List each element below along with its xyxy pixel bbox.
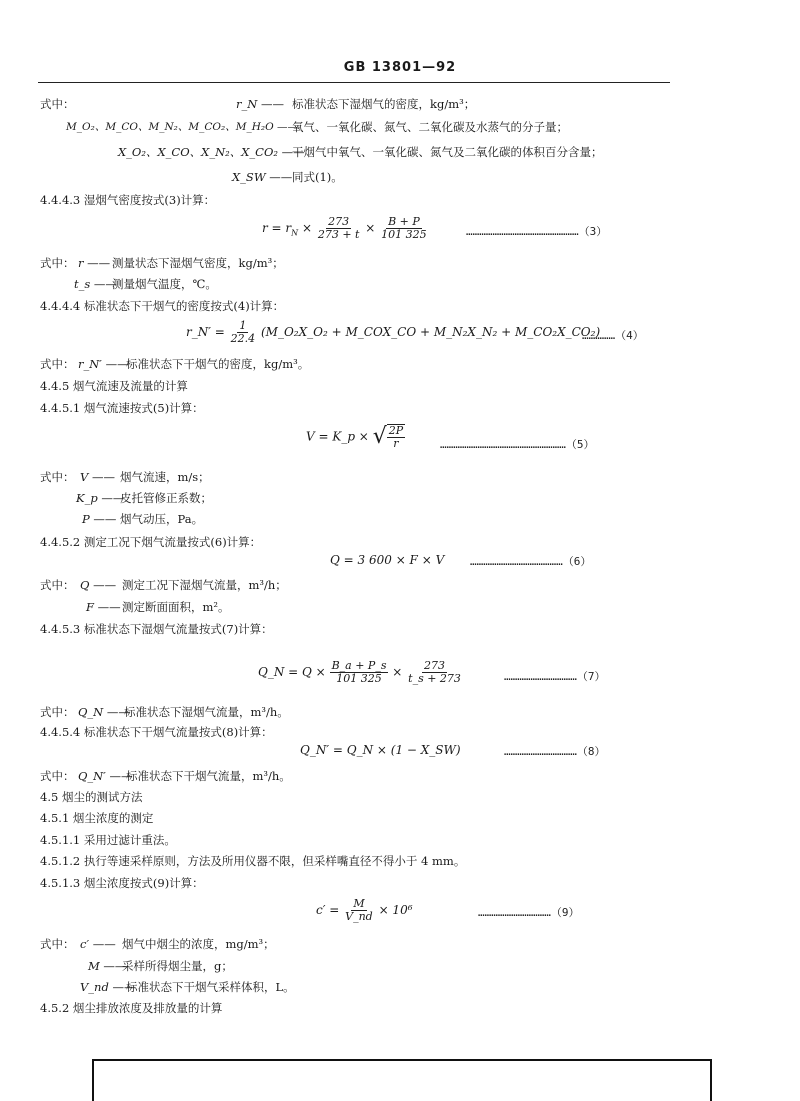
section-heading: 4.4.5.4 标准状态下干烟气流量按式(8)计算： — [40, 725, 273, 739]
section-heading: 4.4.4.4 标准状态下干烟气的密度按式(4)计算： — [40, 299, 285, 313]
header-rule — [38, 82, 670, 83]
def-symbol: Q_N′ —— — [78, 769, 133, 783]
def-text: 标准状态下湿烟气的密度，kg/m³； — [292, 97, 476, 111]
def-text: 测定工况下湿烟气流量，m³/h； — [122, 578, 287, 592]
frac-num: 1 — [239, 319, 247, 332]
label-shizhong: 式中： — [40, 357, 75, 371]
def-symbol: Q_N —— — [78, 705, 130, 719]
equation-number: ……………（4） — [582, 329, 644, 342]
equation-4 — [186, 320, 600, 345]
eq-lhs: V = K_p × — [306, 429, 369, 444]
def-text: 采样所得烟尘量，g； — [122, 959, 233, 973]
equation-number: ……………………………………………（3） — [466, 225, 608, 238]
equation-7: Q_N = Q × $\frac{B\_a + P\_s}{101 325}$ × $\frac{273}{t\_s + 273}$ — [258, 659, 461, 685]
def-symbol: X_SW —— — [232, 170, 293, 184]
def-symbol: r_N′ —— — [78, 357, 129, 371]
section-heading: 4.5 烟尘的测试方法 — [40, 790, 143, 804]
section-heading: 4.4.5.3 标准状态下湿烟气流量按式(7)计算： — [40, 622, 273, 636]
def-text: 测量状态下湿烟气密度，kg/m³； — [112, 256, 284, 270]
eq-lhs: Q_N = Q × — [258, 665, 326, 679]
label-shizhong: 式中： — [40, 578, 75, 592]
def-text: 氧气、一氧化碳、氮气、二氧化碳及水蒸气的分子量； — [292, 120, 568, 134]
frac-num: 2P — [388, 424, 404, 437]
equation-8: Q_N′ = Q_N × (1 − X_SW) — [300, 743, 461, 757]
section-heading: 4.4.5.1 烟气流速按式(5)计算： — [40, 401, 204, 415]
label-shizhong: 式中： — [40, 470, 75, 484]
frac-den: 101 325 — [381, 228, 427, 241]
eq-rhs: × 10⁶ — [378, 903, 413, 917]
equation-number: ……………………………………（6） — [470, 555, 592, 568]
eq-rhs: (M_O₂X_O₂ + M_COX_CO + M_N₂X_N₂ + M_CO₂X_CO₂) — [261, 325, 601, 339]
def-symbol: F —— — [86, 600, 121, 614]
section-heading: 4.5.1 烟尘浓度的测定 — [40, 811, 154, 825]
def-text: 干烟气中氧气、一氧化碳、氮气及二氧化碳的体积百分含量； — [292, 145, 603, 159]
def-text: 测定断面面积，m²。 — [122, 600, 230, 614]
frac-num: 273 — [328, 215, 350, 228]
def-symbol: M_O₂、M_CO、M_N₂、M_CO₂、M_H₂O —— — [66, 121, 299, 133]
def-symbol: X_O₂、X_CO、X_N₂、X_CO₂ —— — [118, 145, 305, 159]
section-heading: 4.5.1.3 烟尘浓度按式(9)计算： — [40, 876, 204, 890]
standard-header: GB 13801—92 — [343, 60, 457, 75]
equation-5 — [306, 424, 405, 450]
def-text: 烟气中烟尘的浓度，mg/m³； — [122, 937, 275, 951]
frac-num: B_a + P_s — [331, 659, 387, 672]
equation-number: ……………………………（8） — [504, 745, 606, 758]
equation-6: Q = 3 600 × F × V — [330, 553, 445, 567]
def-symbol: r_N —— — [236, 97, 284, 111]
frac-den: V_nd — [345, 910, 373, 923]
frac-den: t_s + 273 — [408, 672, 461, 685]
def-symbol: V_nd —— — [80, 980, 136, 994]
def-symbol: r —— — [78, 256, 111, 270]
def-text: 皮托管修正系数； — [120, 491, 212, 505]
def-symbol: K_p —— — [76, 491, 125, 505]
label-shizhong: 式中： — [40, 705, 75, 719]
section-heading: 4.5.1.1 采用过滤计重法。 — [40, 833, 176, 847]
section-heading: 4.4.5.2 测定工况下烟气流量按式(6)计算： — [40, 535, 262, 549]
def-symbol: Q —— — [80, 578, 117, 592]
def-text: 标准状态下湿烟气流量，m³/h。 — [124, 705, 289, 719]
def-text: 烟气动压，Pa。 — [120, 512, 204, 526]
bottom-frame — [92, 1059, 712, 1101]
def-symbol: P —— — [82, 512, 117, 526]
section-heading: 4.4.4.3 湿烟气密度按式(3)计算： — [40, 193, 216, 207]
def-symbol: t_s —— — [74, 277, 117, 291]
frac-den: 273 + t — [317, 228, 360, 241]
section-heading: 4.5.1.2 执行等速采样原则，方法及所用仪器不限，但采样嘴直径不得小于 4 mm。 — [40, 854, 466, 868]
def-text: 同式(1)。 — [292, 170, 343, 184]
def-symbol: c′ —— — [80, 937, 116, 951]
equation-number: ……………………………（9） — [478, 906, 580, 919]
def-symbol: V —— — [80, 470, 115, 484]
equation-9 — [316, 898, 413, 923]
frac-den: 22.4 — [230, 332, 256, 345]
eq-lhs: r_N′ = — [186, 325, 225, 339]
def-text: 烟气流速，m/s； — [120, 470, 210, 484]
section-heading: 4.5.2 烟尘排放浓度及排放量的计算 — [40, 1001, 223, 1015]
frac-den: 101 325 — [336, 672, 382, 685]
def-text: 标准状态下干烟气的密度，kg/m³。 — [126, 357, 310, 371]
equation-3: $r = r_N$ × $\frac{273}{273 + t}$ × $\frac{B + P}{101 325}$ — [262, 215, 427, 241]
frac-num: 273 — [424, 659, 446, 672]
frac-den: r — [393, 437, 399, 450]
label-shizhong: 式中： — [40, 937, 75, 951]
def-text: 标准状态下干烟气流量，m³/h。 — [126, 769, 291, 783]
section-heading: 4.4.5 烟气流速及流量的计算 — [40, 379, 188, 393]
label-shizhong: 式中： — [40, 97, 75, 111]
frac-num: M — [353, 897, 365, 910]
eq-lhs: c′ = — [316, 903, 340, 917]
equation-number: …………………………………………………（5） — [440, 438, 595, 451]
def-text: 标准状态下干烟气采样体积，L。 — [126, 980, 295, 994]
eq-lhs: r = r — [262, 221, 292, 235]
equation-number: ……………………………（7） — [504, 670, 606, 683]
label-shizhong: 式中： — [40, 769, 75, 783]
sqrt-sign: √ $\frac{2P}{r}$ — [372, 424, 404, 450]
def-text: 测量烟气温度，℃。 — [112, 277, 217, 291]
frac-num: B + P — [388, 215, 420, 228]
def-symbol: M —— — [88, 959, 127, 973]
label-shizhong: 式中： — [40, 256, 75, 270]
